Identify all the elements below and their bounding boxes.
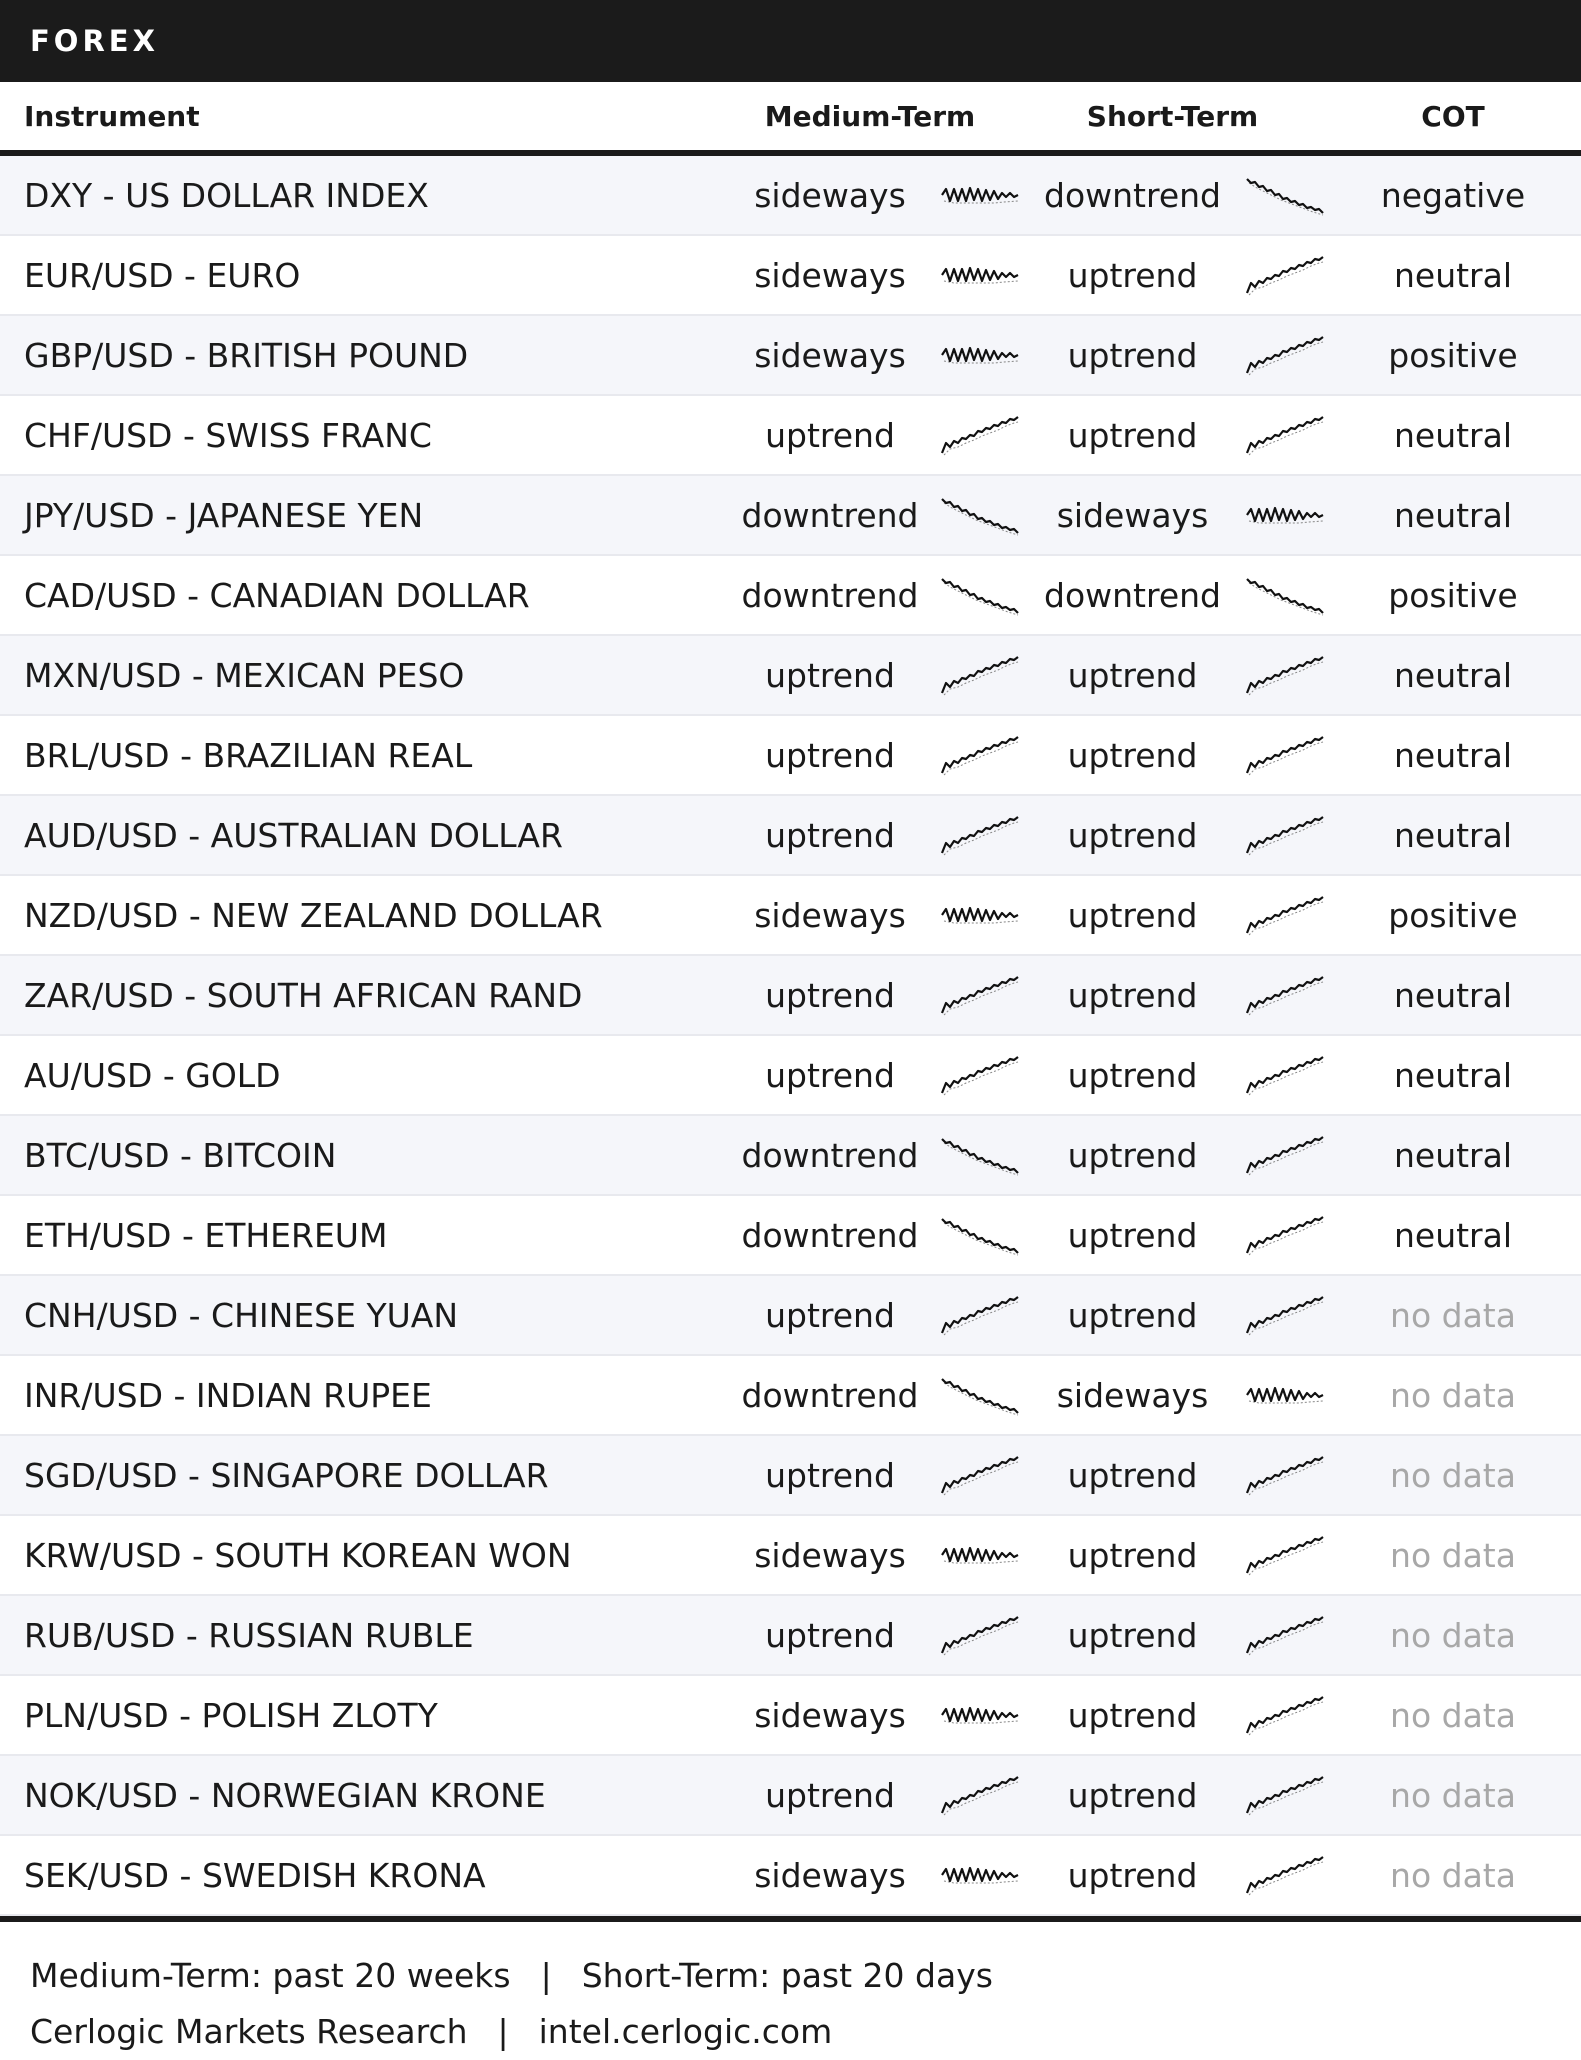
uptrend-sparkline-icon [1245,333,1325,377]
medium-term-trend: sideways [754,255,906,295]
column-header-instrument: Instrument [24,99,200,133]
column-header-cot: COT [1421,99,1485,133]
cot-value: neutral [1393,815,1513,855]
short-term-cell [1020,1373,1325,1417]
footer-website: intel.cerlogic.com [538,2012,833,2051]
medium-term-trend: downtrend [741,1135,919,1175]
uptrend-sparkline-icon [940,1053,1020,1097]
medium-term-cell [720,973,1020,1017]
table-row [0,156,1581,236]
footer-publisher: Cerlogic Markets Research [30,2012,468,2051]
page-header [0,0,1581,82]
short-term-trend: uptrend [1067,1775,1198,1815]
medium-term-cell [720,893,1020,937]
uptrend-sparkline-icon [1245,1613,1325,1657]
footer-source-line [30,2004,1581,2060]
sideways-sparkline-icon [1245,1373,1325,1417]
short-term-trend: uptrend [1067,1135,1198,1175]
short-term-cell [1020,653,1325,697]
medium-term-cell [720,653,1020,697]
short-term-trend: uptrend [1067,1455,1198,1495]
short-term-trend: uptrend [1067,1695,1198,1735]
downtrend-sparkline-icon [1245,173,1325,217]
medium-term-trend: uptrend [765,1455,895,1495]
table-row [0,316,1581,396]
footer-short-note: Short-Term: past 20 days [581,1956,993,1995]
instrument-name: PLN/USD - POLISH ZLOTY [24,1695,438,1735]
footer [0,1922,1581,2060]
medium-term-trend: downtrend [741,575,919,615]
table-row [0,876,1581,956]
table-row [0,1196,1581,1276]
medium-term-trend: downtrend [741,1375,919,1415]
instrument-name: NZD/USD - NEW ZEALAND DOLLAR [24,895,603,935]
instrument-name: ETH/USD - ETHEREUM [24,1215,388,1255]
uptrend-sparkline-icon [1245,1293,1325,1337]
medium-term-trend: downtrend [741,1215,919,1255]
sideways-sparkline-icon [940,173,1020,217]
short-term-cell [1020,1293,1325,1337]
cot-value: positive [1388,575,1518,615]
cot-value: no data [1390,1375,1516,1415]
cot-value: neutral [1393,655,1513,695]
cot-value: positive [1388,335,1518,375]
short-term-cell [1020,173,1325,217]
short-term-trend: uptrend [1067,1535,1198,1575]
medium-term-trend: uptrend [765,1775,895,1815]
short-term-trend: uptrend [1067,1855,1198,1895]
downtrend-sparkline-icon [940,1213,1020,1257]
cot-value: no data [1390,1455,1516,1495]
short-term-trend: uptrend [1067,655,1198,695]
short-term-trend: uptrend [1067,815,1198,855]
footer-separator: | [497,2012,509,2051]
table-row [0,716,1581,796]
table-row [0,956,1581,1036]
medium-term-cell [720,1773,1020,1817]
cot-value: neutral [1393,495,1513,535]
cot-value: neutral [1393,1135,1513,1175]
table-row [0,476,1581,556]
medium-term-cell [720,813,1020,857]
medium-term-trend: sideways [754,335,906,375]
table-row [0,1836,1581,1916]
short-term-cell [1020,1533,1325,1577]
short-term-trend: downtrend [1044,575,1221,615]
table-row [0,1036,1581,1116]
cot-value: no data [1390,1695,1516,1735]
uptrend-sparkline-icon [1245,1133,1325,1177]
cot-value: neutral [1393,1215,1513,1255]
downtrend-sparkline-icon [940,1133,1020,1177]
table-row [0,396,1581,476]
medium-term-cell [720,1213,1020,1257]
instrument-name: NOK/USD - NORWEGIAN KRONE [24,1775,546,1815]
uptrend-sparkline-icon [1245,893,1325,937]
medium-term-cell [720,1293,1020,1337]
medium-term-trend: uptrend [765,815,895,855]
table-row [0,636,1581,716]
cot-value: no data [1390,1855,1516,1895]
cot-value: no data [1390,1295,1516,1335]
short-term-cell [1020,1693,1325,1737]
medium-term-cell [720,1453,1020,1497]
table-row [0,1596,1581,1676]
medium-term-trend: uptrend [765,975,895,1015]
instrument-table-body [0,156,1581,1916]
short-term-trend: sideways [1056,495,1209,535]
short-term-cell [1020,333,1325,377]
footer-medium-note: Medium-Term: past 20 weeks [30,1956,511,1995]
sideways-sparkline-icon [940,333,1020,377]
medium-term-cell [720,333,1020,377]
medium-term-cell [720,413,1020,457]
table-row [0,1756,1581,1836]
downtrend-sparkline-icon [940,1373,1020,1417]
instrument-name: BTC/USD - BITCOIN [24,1135,337,1175]
uptrend-sparkline-icon [940,813,1020,857]
cot-value: neutral [1393,975,1513,1015]
table-row [0,1676,1581,1756]
sideways-sparkline-icon [1245,493,1325,537]
medium-term-trend: downtrend [741,495,919,535]
table-row [0,1116,1581,1196]
short-term-cell [1020,733,1325,777]
instrument-name: CHF/USD - SWISS FRANC [24,415,432,455]
uptrend-sparkline-icon [1245,973,1325,1017]
medium-term-cell [720,1533,1020,1577]
short-term-cell [1020,1133,1325,1177]
uptrend-sparkline-icon [940,1293,1020,1337]
short-term-trend: uptrend [1067,1055,1198,1095]
instrument-name: KRW/USD - SOUTH KOREAN WON [24,1535,572,1575]
short-term-trend: uptrend [1067,735,1198,775]
column-header-short-term: Short-Term [1086,99,1259,133]
medium-term-cell [720,493,1020,537]
cot-value: negative [1380,175,1526,215]
table-row [0,1516,1581,1596]
instrument-name: SEK/USD - SWEDISH KRONA [24,1855,486,1895]
instrument-name: JPY/USD - JAPANESE YEN [24,495,424,535]
uptrend-sparkline-icon [940,973,1020,1017]
short-term-cell [1020,253,1325,297]
instrument-name: CAD/USD - CANADIAN DOLLAR [24,575,530,615]
short-term-cell [1020,813,1325,857]
short-term-trend: uptrend [1067,975,1198,1015]
sideways-sparkline-icon [940,1533,1020,1577]
short-term-cell [1020,1613,1325,1657]
medium-term-trend: uptrend [765,1615,895,1655]
uptrend-sparkline-icon [1245,1533,1325,1577]
short-term-cell [1020,893,1325,937]
downtrend-sparkline-icon [940,493,1020,537]
uptrend-sparkline-icon [1245,253,1325,297]
footer-timeframe-line [30,1948,1581,2004]
uptrend-sparkline-icon [940,413,1020,457]
uptrend-sparkline-icon [1245,813,1325,857]
footer-separator: | [540,1956,552,1995]
medium-term-trend: sideways [754,895,906,935]
short-term-cell [1020,1053,1325,1097]
short-term-cell [1020,1853,1325,1897]
instrument-name: MXN/USD - MEXICAN PESO [24,655,465,695]
medium-term-cell [720,1613,1020,1657]
instrument-name: AUD/USD - AUSTRALIAN DOLLAR [24,815,563,855]
instrument-name: BRL/USD - BRAZILIAN REAL [24,735,473,775]
short-term-trend: uptrend [1067,1615,1198,1655]
table-row [0,236,1581,316]
instrument-name: EUR/USD - EURO [24,255,301,295]
table-row [0,556,1581,636]
uptrend-sparkline-icon [1245,413,1325,457]
downtrend-sparkline-icon [1245,573,1325,617]
instrument-name: INR/USD - INDIAN RUPEE [24,1375,432,1415]
medium-term-cell [720,1853,1020,1897]
table-row [0,1276,1581,1356]
cot-value: no data [1390,1615,1516,1655]
medium-term-cell [720,1373,1020,1417]
sideways-sparkline-icon [940,253,1020,297]
short-term-cell [1020,573,1325,617]
short-term-trend: uptrend [1067,895,1198,935]
medium-term-trend: sideways [754,1535,906,1575]
short-term-cell [1020,1453,1325,1497]
sideways-sparkline-icon [940,1693,1020,1737]
short-term-trend: sideways [1056,1375,1209,1415]
short-term-trend: uptrend [1067,1295,1198,1335]
table-header [0,82,1581,156]
medium-term-cell [720,1133,1020,1177]
medium-term-cell [720,1053,1020,1097]
cot-value: neutral [1393,735,1513,775]
medium-term-cell [720,573,1020,617]
uptrend-sparkline-icon [1245,1773,1325,1817]
medium-term-trend: uptrend [765,1055,895,1095]
cot-value: neutral [1393,415,1513,455]
uptrend-sparkline-icon [1245,653,1325,697]
uptrend-sparkline-icon [1245,733,1325,777]
medium-term-trend: sideways [754,175,906,215]
medium-term-cell [720,1693,1020,1737]
table-row [0,1356,1581,1436]
instrument-name: CNH/USD - CHINESE YUAN [24,1295,459,1335]
uptrend-sparkline-icon [1245,1053,1325,1097]
table-row [0,1436,1581,1516]
instrument-name: SGD/USD - SINGAPORE DOLLAR [24,1455,549,1495]
cot-value: no data [1390,1535,1516,1575]
column-header-medium-term: Medium-Term [764,99,976,133]
uptrend-sparkline-icon [1245,1693,1325,1737]
page-title: FOREX [30,24,159,58]
sideways-sparkline-icon [940,1853,1020,1897]
cot-value: no data [1390,1775,1516,1815]
short-term-trend: uptrend [1067,335,1198,375]
short-term-trend: uptrend [1067,415,1198,455]
cot-value: neutral [1393,1055,1513,1095]
medium-term-trend: uptrend [765,655,895,695]
cot-value: positive [1388,895,1518,935]
instrument-name: RUB/USD - RUSSIAN RUBLE [24,1615,474,1655]
uptrend-sparkline-icon [940,653,1020,697]
medium-term-trend: sideways [754,1855,906,1895]
instrument-name: DXY - US DOLLAR INDEX [24,175,429,215]
short-term-trend: uptrend [1067,255,1198,295]
short-term-cell [1020,973,1325,1017]
medium-term-cell [720,733,1020,777]
medium-term-cell [720,253,1020,297]
uptrend-sparkline-icon [940,733,1020,777]
short-term-cell [1020,1773,1325,1817]
uptrend-sparkline-icon [940,1453,1020,1497]
sideways-sparkline-icon [940,893,1020,937]
medium-term-cell [720,173,1020,217]
uptrend-sparkline-icon [1245,1213,1325,1257]
uptrend-sparkline-icon [1245,1453,1325,1497]
short-term-cell [1020,413,1325,457]
table-row [0,796,1581,876]
short-term-trend: uptrend [1067,1215,1198,1255]
uptrend-sparkline-icon [940,1613,1020,1657]
medium-term-trend: uptrend [765,415,895,455]
short-term-cell [1020,1213,1325,1257]
cot-value: neutral [1393,255,1513,295]
instrument-name: GBP/USD - BRITISH POUND [24,335,469,375]
medium-term-trend: sideways [754,1695,906,1735]
short-term-trend: downtrend [1044,175,1221,215]
medium-term-trend: uptrend [765,735,895,775]
short-term-cell [1020,493,1325,537]
downtrend-sparkline-icon [940,573,1020,617]
instrument-name: ZAR/USD - SOUTH AFRICAN RAND [24,975,583,1015]
medium-term-trend: uptrend [765,1295,895,1335]
instrument-name: AU/USD - GOLD [24,1055,281,1095]
uptrend-sparkline-icon [940,1773,1020,1817]
uptrend-sparkline-icon [1245,1853,1325,1897]
